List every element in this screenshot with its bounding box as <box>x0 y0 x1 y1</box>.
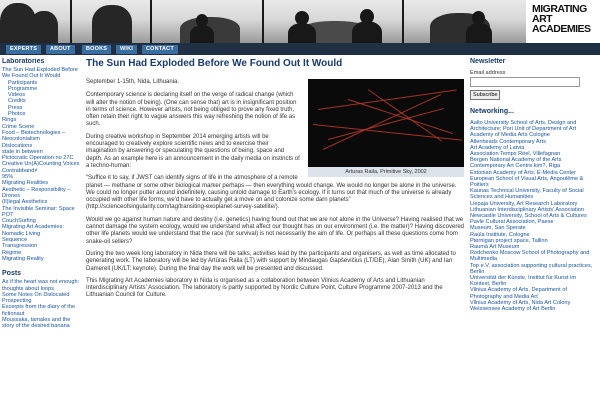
sidebar-lab-item[interactable]: Migrating Reality <box>2 255 44 262</box>
left-sidebar <box>2 58 80 400</box>
sidebar-lab-item[interactable]: Credits <box>8 98 26 105</box>
sidebar-lab-item[interactable]: Migrating Realities <box>2 180 49 187</box>
sidebar-lab-item[interactable]: Régime <box>2 249 22 256</box>
paragraph: This Migrating Art Academies laboratory in Nida is organised as a collaboration between Vilnius Academy of Arts and Lithuanian Interdisciplinary Artists' Association. The laboratory is partly supported by Nordic Culture Point, Culture Programme 2007-2013 and the Lithuanian Council for Culture. <box>86 277 443 299</box>
photo-laser-line <box>323 94 441 150</box>
header-person-silhouette <box>466 23 492 43</box>
networking-link[interactable]: Pavle Cultural Association, Paese <box>470 219 554 226</box>
sidebar-lab-item[interactable]: Pictocratic Operation no 27C <box>2 155 74 162</box>
sidebar-lab-item[interactable]: Photos <box>8 111 26 118</box>
networking-link[interactable]: Raúla Institute, Cologne <box>470 231 530 238</box>
sidebar-lab-item[interactable]: CouchSurfing <box>2 218 36 225</box>
event-date: September 1-15th, Nida, Lithuania. <box>86 79 180 85</box>
article-figure <box>308 79 464 177</box>
site-header <box>0 0 600 43</box>
networking-link[interactable]: Aalto University School of Arts, Design and Architecture; Pori Unit of Department of Art <box>470 120 577 133</box>
sidebar-post-item[interactable]: As if the heart was not enough: thoughts about loops <box>2 279 80 292</box>
nav-experts[interactable]: EXPERTS <box>6 45 41 54</box>
site-logo[interactable] <box>526 0 600 43</box>
sidebar-lab-item[interactable]: Crime Scene <box>2 123 35 130</box>
header-tree-trunk <box>402 0 404 43</box>
header-tree-trunk <box>70 0 72 43</box>
sidebar-lab-item[interactable]: state in between <box>2 148 43 155</box>
photo-laser-line <box>318 90 457 110</box>
header-tree-trunk <box>150 0 152 43</box>
networking-link[interactable]: Allenheads Contemporary Arts <box>470 138 546 145</box>
sidebar-lab-item[interactable]: Videos <box>8 92 26 99</box>
nav-about[interactable]: ABOUT <box>46 45 75 54</box>
email-label: Email address <box>470 70 506 76</box>
subscribe-button[interactable]: Subscribe <box>470 90 500 100</box>
logo-line: MIGRATING <box>532 3 587 15</box>
sidebar-lab-item[interactable]: Contrabband≠ <box>2 167 38 174</box>
main-content <box>86 58 464 400</box>
header-person-silhouette <box>352 21 382 43</box>
paragraph: “Suffice it to say, if JWST can identify signs of life in the atmosphere of a remote planet — methane or some other biological marker perhaps — then everything would change. We would no longer be alone in the universe. We could no longer putter around indefinitely, causing untold damage to Earth's ecology. If it turns out that much of the universe is already occupied with other life forms, we'd have to actually get a move on and colonize some darn planets” (http://scienceofsingularity.com/tag/transiting-exoplanet-survey-satellite/). <box>86 175 457 211</box>
networking-link[interactable]: Museum, San Sperate <box>470 225 526 232</box>
email-field[interactable] <box>470 77 580 87</box>
newsletter-heading: Newsletter <box>470 58 506 65</box>
sidebar-lab-item[interactable]: Dislocations <box>2 142 33 149</box>
networking-link[interactable]: Lithuanian Interdisciplinary Artists' Association <box>470 206 584 213</box>
networking-heading: Networking... <box>470 108 514 115</box>
laboratories-list <box>2 67 80 262</box>
sidebar-lab-item[interactable]: Food – Biotechnologies – Neocolonialism <box>2 129 66 143</box>
networking-link[interactable]: Liepaja University, Art Research Laboratory <box>470 200 578 207</box>
paragraph: During creative workshop in September 2014 emerging artists will be encouraged to creatively explore scientific news and to exercise their imagination by answering or speculating the questions of being, space and depth. As an example here is an announcement in the daily media on instincts of a techno-human: <box>86 133 300 169</box>
logo-line: ACADEMIES <box>532 23 591 35</box>
sidebar-lab-item[interactable]: POT <box>2 211 14 218</box>
networking-link[interactable]: Pternigan project space, Tallinn <box>470 237 548 244</box>
header-person-head <box>196 14 208 27</box>
paragraph: Contemporary science is declaring itself on the verge of radical change (which will alter the notion of being). (One can sense that) art is in insignificant position in terms of science. However artists, not being obliged to prove any fixed truth, often retain their right to vague answers this way refreshing the notion of life as such. <box>86 92 297 128</box>
networking-link[interactable]: Weissensee Academy of Art Berlin <box>470 306 556 313</box>
header-tree-silhouette <box>30 11 58 43</box>
sidebar-lab-item[interactable]: Rings <box>2 117 17 124</box>
networking-list <box>470 120 598 312</box>
sidebar-post-item[interactable]: Moussaka, tamales and the story of the desired banana <box>2 316 71 330</box>
sidebar-lab-item[interactable]: Press <box>8 104 23 111</box>
sidebar-lab-item[interactable]: The Sun Had Exploded Before We Found Out It Would <box>2 67 78 80</box>
posts-list <box>2 279 80 329</box>
sidebar-lab-item[interactable]: The Invisible Seminar: Space <box>2 205 75 212</box>
networking-link[interactable]: Contemporary Art Centre kim?, Riga <box>470 163 561 170</box>
header-person-head <box>295 11 309 25</box>
nav-wiki[interactable]: WIKI <box>116 45 137 54</box>
header-person-silhouette <box>190 25 214 43</box>
sidebar-lab-item[interactable]: Programme <box>8 85 38 92</box>
networking-link[interactable]: Raumá Art Museum <box>470 244 520 251</box>
networking-link[interactable]: Bergen National Academy of the Arts <box>470 157 562 164</box>
networking-link[interactable]: Vilnius Academy of Arts, Nida Art Colony <box>470 299 571 306</box>
networking-link[interactable]: Vilnius Academy of Arts, Department of Photography and Media Art <box>470 287 567 300</box>
photo-laser-line <box>313 124 462 141</box>
header-person-silhouette <box>288 23 316 43</box>
sidebar-lab-item[interactable]: (Il)legal Aesthetics <box>2 199 48 206</box>
page-title: The Sun Had Exploded Before We Found Out It Would <box>86 58 343 69</box>
networking-link[interactable]: Top e.V. association supporting cultural practices, Berlin <box>470 262 593 275</box>
networking-link[interactable]: Kaunas Technical University, Faculty of Social Sciences and Humanities <box>470 188 584 201</box>
paragraph: During the two week long laboratory in Nida there will be talks, activities lead by the participants and organisers, as well as time allocated to generating work. The laboratory will be led by Artūras Raila (LT) with support by Mindaugas Gapševičius (LT/DE), Alan Smith (UK) and Ian Damerell (UK/LT; keynote). During the final day the work will be presented and discussed. <box>86 250 456 272</box>
networking-link[interactable]: Art Academy of Latvia <box>470 144 525 151</box>
main-nav <box>0 43 600 55</box>
laboratories-heading: Laboratories <box>2 58 45 65</box>
logo-line: ART <box>532 13 553 25</box>
sidebar-lab-item[interactable]: Sequence <box>2 237 28 244</box>
networking-link[interactable]: Academy of Media Arts Cologne <box>470 132 550 139</box>
networking-link[interactable]: Newcastle University, School of Arts & Cultures <box>470 213 587 220</box>
networking-link[interactable]: Universität der Künste, Institut für Kunst im Kontext, Berlin <box>470 275 577 288</box>
sidebar-lab-item[interactable]: Migrating Art Academies: Nomadic Living <box>2 224 64 237</box>
networking-link[interactable]: Estonian Academy of Arts, E-Media Center <box>470 169 577 176</box>
networking-link[interactable]: Association Temps Réel, Villefagnan <box>470 151 561 158</box>
right-sidebar <box>470 58 598 400</box>
sidebar-post-item[interactable]: Some Notes On Dislocated Prospecting <box>2 291 70 305</box>
figure-caption: Arturas Raila, Primitive Sky, 2002 <box>308 167 464 177</box>
posts-heading: Posts <box>2 270 22 278</box>
sidebar-post-item[interactable]: Excerpts from the diary of the fictionaut <box>2 304 76 317</box>
sidebar-lab-item[interactable]: Aesthetic – Responsibility – Drones <box>2 186 71 199</box>
networking-link[interactable]: European School of Visual Arts, Angoulême & Poitiers <box>470 175 584 189</box>
header-person-head <box>472 11 485 25</box>
header-person-head <box>360 9 374 24</box>
paragraph: Would we go against human nature and destiny (i.e. genetics) having found out that we are not alone in the Universe? Having realised that we cannot damage the system ecology, would we understand what affect our thought has on our environment (i.e. the matter)? Having discovered other life planets would we understand that the race (for survival) is not necessarily the aim of life. Or perhaps all these questions come from snake-oil sellers? <box>86 216 464 245</box>
header-tree-trunk <box>262 0 264 43</box>
sidebar-lab-item[interactable]: Transgression <box>2 243 38 250</box>
header-tree-silhouette <box>92 5 132 43</box>
sidebar-lab-item[interactable]: Participants <box>8 79 38 86</box>
nav-books[interactable]: BOOKS <box>82 45 111 54</box>
article-photo[interactable] <box>308 79 464 167</box>
sidebar-lab-item[interactable]: 95% <box>2 174 14 181</box>
sidebar-lab-item[interactable]: Creative Un(A)Counting Voices <box>2 161 80 168</box>
networking-link[interactable]: Rodchenko Moscow School of Photography and Multimedia <box>470 250 590 263</box>
nav-contact[interactable]: CONTACT <box>142 45 178 54</box>
